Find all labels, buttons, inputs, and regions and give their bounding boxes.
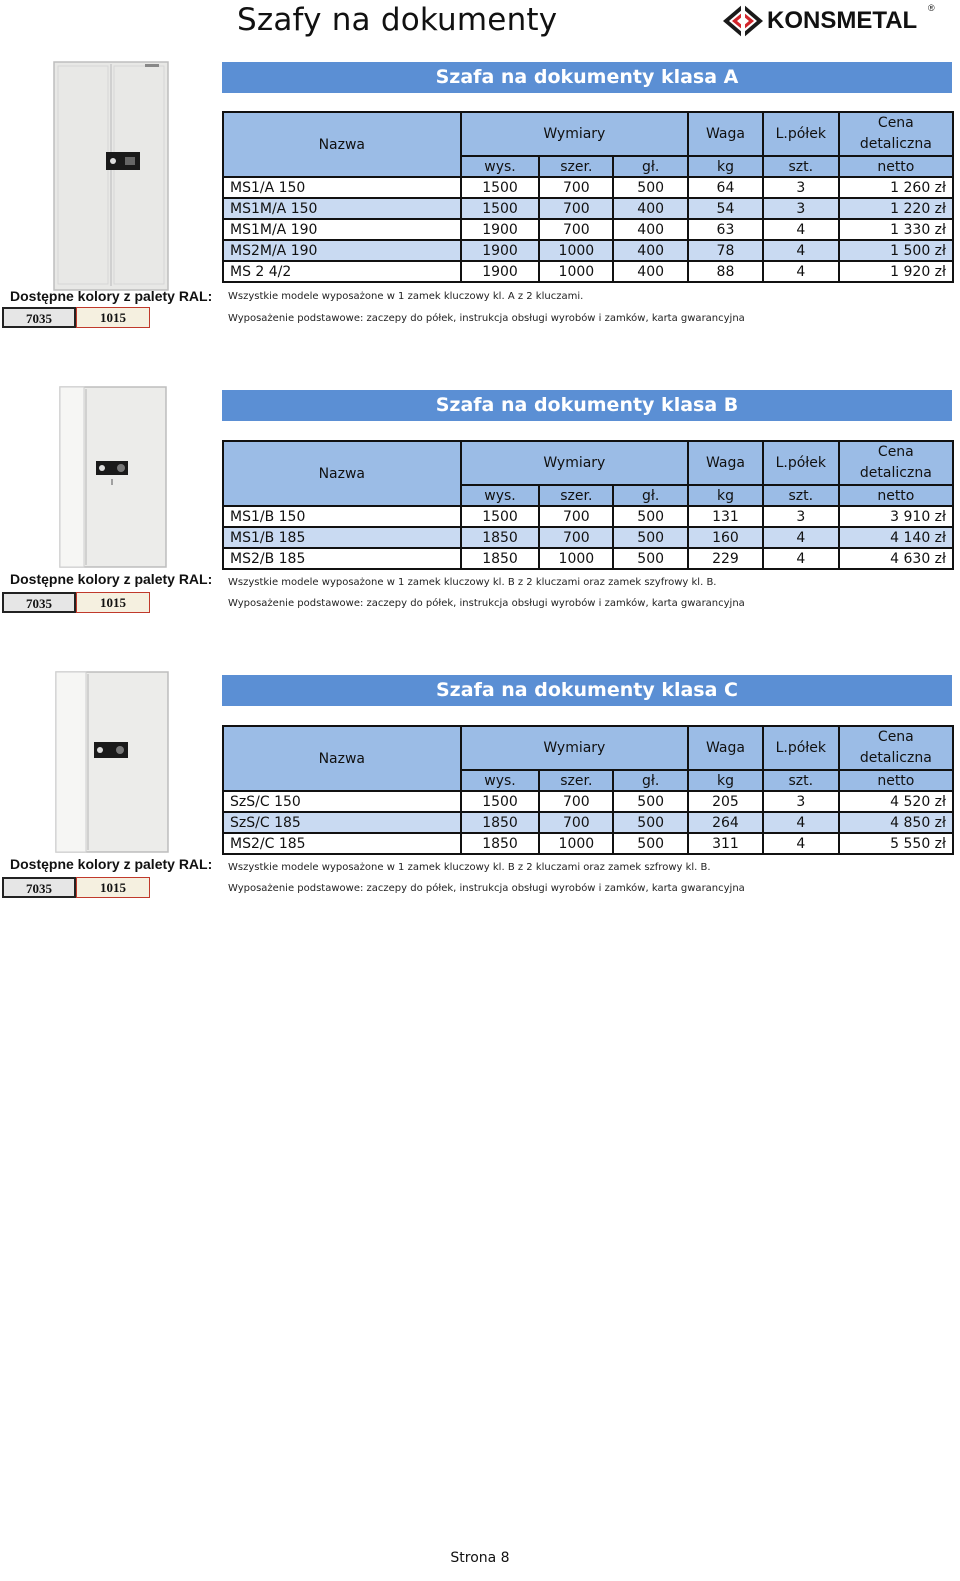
cell-gl: 500	[613, 506, 688, 527]
col-szer: szer.	[539, 156, 613, 177]
col-wys: wys.	[461, 770, 540, 791]
col-szt: szt.	[763, 770, 839, 791]
cell-szer: 700	[539, 791, 613, 812]
col-szt: szt.	[763, 156, 839, 177]
table-row	[223, 506, 953, 527]
cell-kg: 229	[688, 548, 763, 569]
cell-gl: 500	[613, 548, 688, 569]
cell-name: MS1M/A 150	[223, 198, 461, 219]
col-cena-line2: detaliczna	[859, 136, 932, 152]
col-kg: kg	[688, 156, 763, 177]
section-class-a	[0, 56, 960, 356]
col-netto: netto	[839, 770, 953, 791]
col-wymiary: Wymiary	[461, 726, 688, 770]
cell-price: 4 520 zł	[839, 791, 953, 812]
cabinet-image-c	[50, 670, 175, 870]
col-wymiary: Wymiary	[461, 112, 688, 156]
cell-szt: 3	[763, 506, 839, 527]
cell-name: SzS/C 150	[223, 791, 461, 812]
col-netto: netto	[839, 156, 953, 177]
cell-kg: 64	[688, 177, 763, 198]
col-szer: szer.	[539, 485, 613, 506]
section-title: Szafa na dokumenty klasa B	[222, 390, 952, 421]
col-cena	[839, 726, 953, 770]
col-cena-line2: detaliczna	[859, 750, 932, 766]
cell-szer: 700	[539, 177, 613, 198]
cell-szer: 1000	[539, 261, 613, 282]
cell-wys: 1500	[461, 791, 540, 812]
table-row	[223, 833, 953, 854]
cell-szt: 4	[763, 527, 839, 548]
cell-gl: 400	[613, 261, 688, 282]
cell-price: 1 260 zł	[839, 177, 953, 198]
registered-mark: ®	[928, 3, 935, 13]
cell-kg: 88	[688, 261, 763, 282]
cell-price: 1 920 zł	[839, 261, 953, 282]
col-wymiary: Wymiary	[461, 441, 688, 485]
cell-szer: 700	[539, 198, 613, 219]
table-row	[223, 791, 953, 812]
cell-szt: 3	[763, 177, 839, 198]
cell-gl: 400	[613, 240, 688, 261]
col-cena-line1: Cena	[877, 729, 914, 745]
col-kg: kg	[688, 770, 763, 791]
cell-szt: 4	[763, 219, 839, 240]
cell-price: 4 630 zł	[839, 548, 953, 569]
cell-price: 1 220 zł	[839, 198, 953, 219]
cell-gl: 500	[613, 527, 688, 548]
cell-name: MS1/B 185	[223, 527, 461, 548]
section-title: Szafa na dokumenty klasa A	[222, 62, 952, 93]
col-netto: netto	[839, 485, 953, 506]
table-row	[223, 198, 953, 219]
col-nazwa: Nazwa	[223, 441, 461, 506]
ral-swatch-1015: 1015	[76, 592, 150, 613]
col-gl: gł.	[613, 485, 688, 506]
cell-gl: 500	[613, 812, 688, 833]
cell-szer: 700	[539, 812, 613, 833]
cell-price: 3 910 zł	[839, 506, 953, 527]
ral-swatch-7035: 7035	[2, 307, 76, 328]
col-waga: Waga	[688, 726, 763, 770]
cell-szt: 4	[763, 833, 839, 854]
cell-szt: 3	[763, 791, 839, 812]
cell-price: 1 330 zł	[839, 219, 953, 240]
cell-szt: 4	[763, 812, 839, 833]
equipment-note: Wyposażenie podstawowe: zaczepy do półek, instrukcja obsługi wyrobów i zamków, karta gwarancyjna	[228, 598, 745, 609]
table-row	[223, 261, 953, 282]
col-polek: L.półek	[763, 441, 839, 485]
equipment-note: Wyposażenie podstawowe: zaczepy do półek, instrukcja obsługi wyrobów i zamków, karta gwarancyjna	[228, 313, 745, 324]
col-cena-line2: detaliczna	[859, 465, 932, 481]
cell-szer: 1000	[539, 833, 613, 854]
col-polek: L.półek	[763, 112, 839, 156]
cell-wys: 1850	[461, 548, 540, 569]
equipment-note: Wyposażenie podstawowe: zaczepy do półek, instrukcja obsługi wyrobów i zamków, karta gwarancyjna	[228, 883, 745, 894]
cell-szt: 4	[763, 240, 839, 261]
cell-gl: 500	[613, 791, 688, 812]
cell-wys: 1900	[461, 240, 540, 261]
cell-gl: 500	[613, 833, 688, 854]
col-szt: szt.	[763, 485, 839, 506]
cell-wys: 1850	[461, 527, 540, 548]
cell-szer: 1000	[539, 240, 613, 261]
col-cena	[839, 441, 953, 485]
cell-wys: 1900	[461, 219, 540, 240]
col-nazwa: Nazwa	[223, 726, 461, 791]
cell-name: MS 2 4/2	[223, 261, 461, 282]
lock-note: Wszystkie modele wyposażone w 1 zamek kluczowy kl. B z 2 kluczami oraz zamek szyfrowy kl. B.	[228, 577, 717, 588]
lock-note: Wszystkie modele wyposażone w 1 zamek kluczowy kl. B z 2 kluczami oraz zamek szfrowy kl. B.	[228, 862, 711, 873]
col-szer: szer.	[539, 770, 613, 791]
cell-wys: 1500	[461, 198, 540, 219]
cabinet-image-a	[50, 60, 175, 260]
ral-swatch-1015: 1015	[76, 307, 150, 328]
cell-wys: 1850	[461, 833, 540, 854]
cell-kg: 205	[688, 791, 763, 812]
cell-name: MS2/B 185	[223, 548, 461, 569]
cell-wys: 1900	[461, 261, 540, 282]
table-row	[223, 219, 953, 240]
ral-swatch-1015: 1015	[76, 877, 150, 898]
col-waga: Waga	[688, 112, 763, 156]
colors-label: Dostępne kolory z palety RAL:	[10, 571, 213, 587]
table-row	[223, 240, 953, 261]
cell-name: MS2/C 185	[223, 833, 461, 854]
price-table	[222, 440, 954, 570]
cell-name: MS1/A 150	[223, 177, 461, 198]
cell-kg: 131	[688, 506, 763, 527]
section-title: Szafa na dokumenty klasa C	[222, 675, 952, 706]
cell-wys: 1500	[461, 506, 540, 527]
cell-szer: 700	[539, 219, 613, 240]
cell-szer: 700	[539, 527, 613, 548]
cabinet-image-b	[50, 385, 175, 585]
col-nazwa: Nazwa	[223, 112, 461, 177]
col-cena-line1: Cena	[877, 444, 914, 460]
cell-gl: 400	[613, 219, 688, 240]
colors-label: Dostępne kolory z palety RAL:	[10, 288, 213, 304]
brand-name: KONSMETAL	[767, 7, 918, 34]
section-class-c	[0, 670, 960, 970]
col-kg: kg	[688, 485, 763, 506]
col-polek: L.półek	[763, 726, 839, 770]
ral-swatch-7035: 7035	[2, 877, 76, 898]
cell-szer: 700	[539, 506, 613, 527]
col-gl: gł.	[613, 156, 688, 177]
cell-kg: 78	[688, 240, 763, 261]
page-title: Szafy na dokumenty	[237, 2, 558, 38]
cell-wys: 1500	[461, 177, 540, 198]
col-cena	[839, 112, 953, 156]
table-row	[223, 548, 953, 569]
col-waga: Waga	[688, 441, 763, 485]
cell-kg: 63	[688, 219, 763, 240]
cell-name: SzS/C 185	[223, 812, 461, 833]
cell-name: MS1/B 150	[223, 506, 461, 527]
cell-price: 4 140 zł	[839, 527, 953, 548]
cell-name: MS2M/A 190	[223, 240, 461, 261]
page-number: Strona 8	[450, 1550, 510, 1566]
section-class-b	[0, 385, 960, 685]
cell-kg: 54	[688, 198, 763, 219]
price-table	[222, 111, 954, 283]
col-wys: wys.	[461, 156, 540, 177]
table-row	[223, 527, 953, 548]
cell-kg: 160	[688, 527, 763, 548]
cell-gl: 400	[613, 198, 688, 219]
cell-kg: 264	[688, 812, 763, 833]
cell-price: 5 550 zł	[839, 833, 953, 854]
colors-label: Dostępne kolory z palety RAL:	[10, 856, 213, 872]
konsmetal-logo	[722, 3, 937, 39]
cell-szer: 1000	[539, 548, 613, 569]
price-table	[222, 725, 954, 855]
cell-price: 4 850 zł	[839, 812, 953, 833]
table-row	[223, 812, 953, 833]
cell-price: 1 500 zł	[839, 240, 953, 261]
ral-swatch-7035: 7035	[2, 592, 76, 613]
cell-szt: 3	[763, 198, 839, 219]
col-gl: gł.	[613, 770, 688, 791]
cell-szt: 4	[763, 548, 839, 569]
cell-szt: 4	[763, 261, 839, 282]
cell-wys: 1850	[461, 812, 540, 833]
col-cena-line1: Cena	[877, 115, 914, 131]
cell-gl: 500	[613, 177, 688, 198]
cell-kg: 311	[688, 833, 763, 854]
col-wys: wys.	[461, 485, 540, 506]
konsmetal-logo-icon	[722, 3, 764, 39]
lock-note: Wszystkie modele wyposażone w 1 zamek kluczowy kl. A z 2 kluczami.	[228, 291, 584, 302]
table-row	[223, 177, 953, 198]
cell-name: MS1M/A 190	[223, 219, 461, 240]
